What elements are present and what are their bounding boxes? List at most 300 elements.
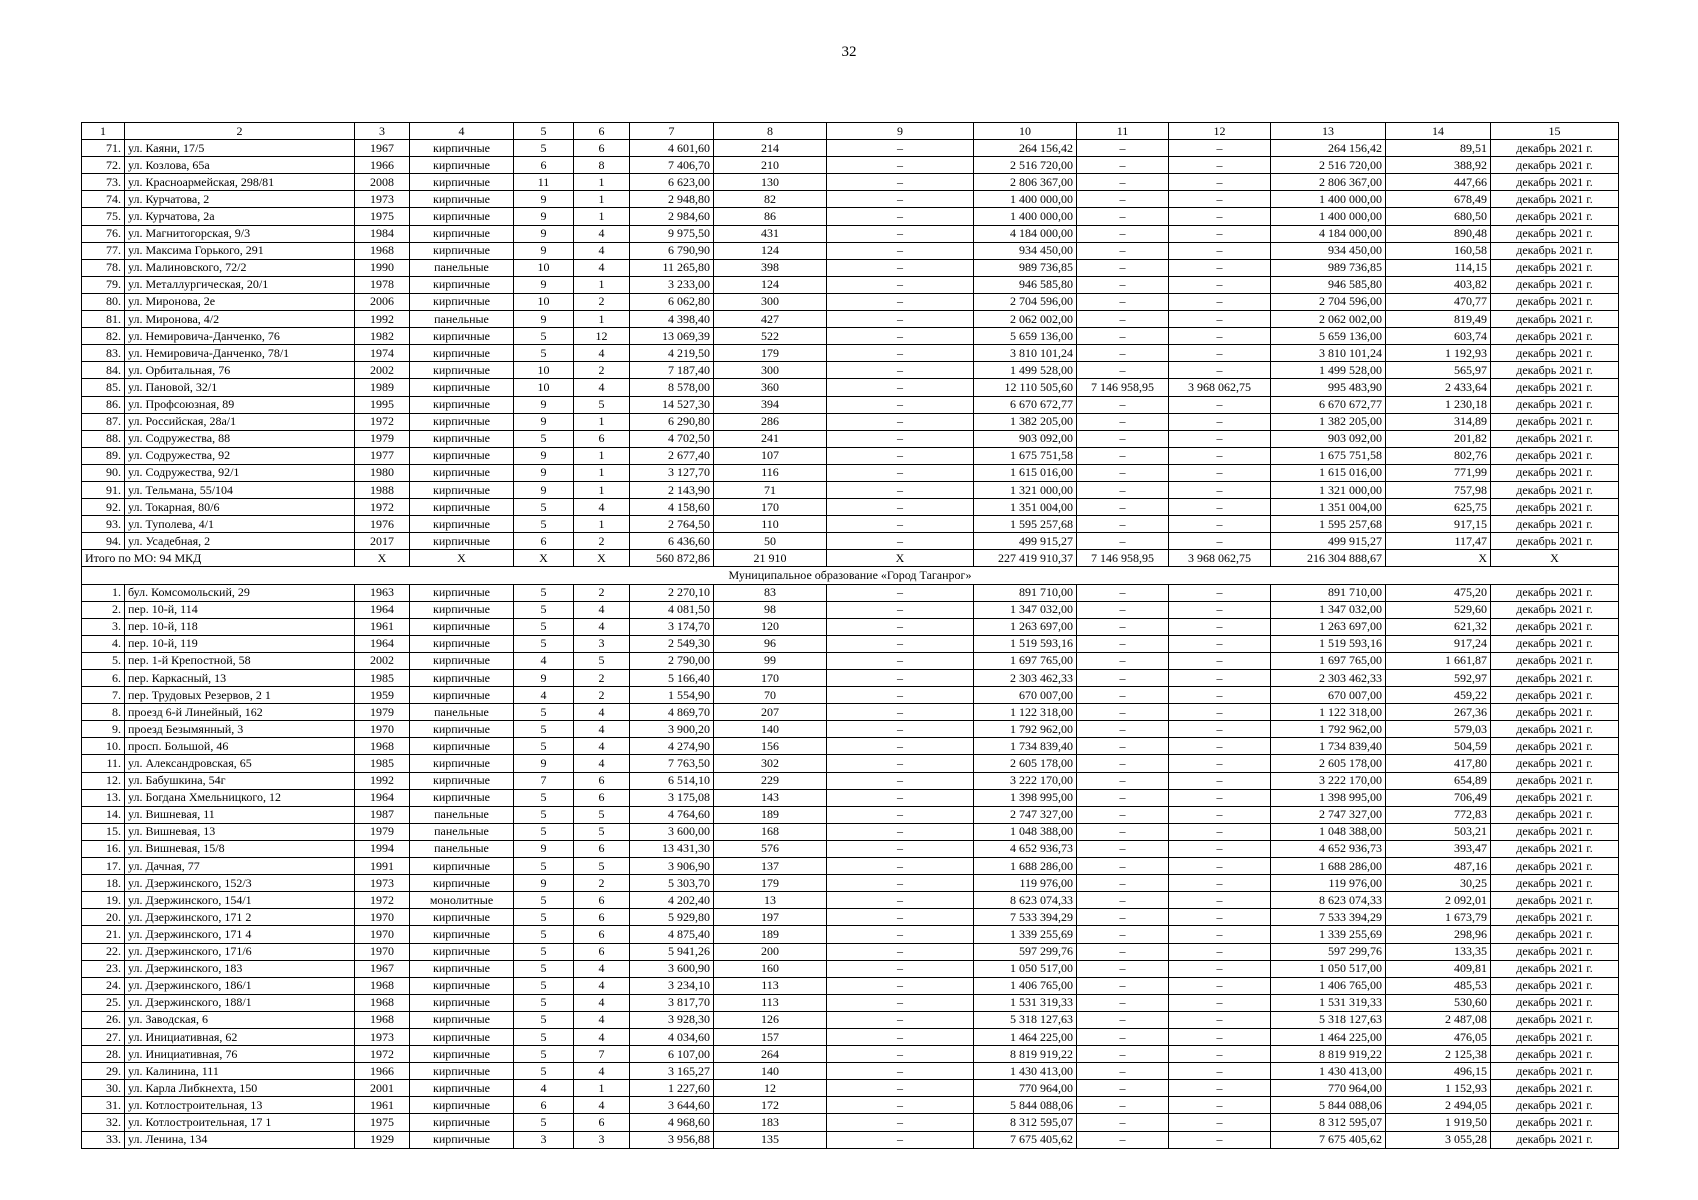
- table-cell: 1 048 388,00: [974, 823, 1077, 840]
- table-cell: кирпичные: [410, 584, 514, 601]
- table-cell: 1 697 765,00: [974, 652, 1077, 669]
- table-cell: 1968: [355, 1011, 410, 1028]
- table-cell: 6 436,60: [630, 533, 714, 550]
- table-cell: 14.: [82, 806, 125, 823]
- table-cell: –: [1169, 977, 1271, 994]
- table-cell: декабрь 2021 г.: [1491, 225, 1619, 242]
- table-cell: 1 519 593,16: [974, 635, 1077, 652]
- table-cell: 4 219,50: [630, 345, 714, 362]
- table-cell: –: [827, 516, 974, 533]
- table-cell: 74.: [82, 191, 125, 208]
- table-cell: –: [1169, 533, 1271, 550]
- table-cell: –: [1169, 704, 1271, 721]
- table-cell: –: [827, 1028, 974, 1045]
- table-cell: 5 941,26: [630, 943, 714, 960]
- column-number-cell: 14: [1386, 123, 1491, 140]
- table-cell: 79.: [82, 276, 125, 293]
- table-cell: –: [1077, 174, 1169, 191]
- table-cell: 78.: [82, 259, 125, 276]
- table-cell: 1: [574, 311, 630, 328]
- table-cell: 917,24: [1386, 635, 1491, 652]
- table-cell: декабрь 2021 г.: [1491, 140, 1619, 157]
- table-cell: 597 299,76: [1271, 943, 1386, 960]
- table-cell: –: [1077, 1063, 1169, 1080]
- table-cell: 110: [714, 516, 827, 533]
- table-cell: декабрь 2021 г.: [1491, 345, 1619, 362]
- table-cell: 1: [574, 174, 630, 191]
- table-cell: 18.: [82, 875, 125, 892]
- table-cell: панельные: [410, 840, 514, 857]
- table-cell: 1 430 413,00: [1271, 1063, 1386, 1080]
- table-cell: кирпичные: [410, 242, 514, 259]
- table-cell: –: [827, 584, 974, 601]
- table-cell: кирпичные: [410, 396, 514, 413]
- table-cell: 71: [714, 481, 827, 498]
- table-cell: 903 092,00: [974, 430, 1077, 447]
- table-cell: 2: [574, 875, 630, 892]
- table-cell: –: [1077, 721, 1169, 738]
- table-cell: 7 406,70: [630, 157, 714, 174]
- table-cell: кирпичные: [410, 977, 514, 994]
- table-cell: –: [1077, 191, 1169, 208]
- table-cell: –: [1169, 191, 1271, 208]
- table-cell: 77.: [82, 242, 125, 259]
- table-cell: декабрь 2021 г.: [1491, 191, 1619, 208]
- table-cell: 5: [514, 430, 574, 447]
- table-cell: 1 531 319,33: [974, 994, 1077, 1011]
- table-cell: 5 929,80: [630, 909, 714, 926]
- table-row: [82, 242, 1619, 259]
- table-cell: 13: [714, 892, 827, 909]
- table-cell: 2 516 720,00: [974, 157, 1077, 174]
- table-cell: 183: [714, 1114, 827, 1131]
- table-cell: 6 790,90: [630, 242, 714, 259]
- column-number-cell: 9: [827, 123, 974, 140]
- table-cell: 5: [514, 1028, 574, 1045]
- table-cell: 819,49: [1386, 311, 1491, 328]
- table-cell: 1992: [355, 772, 410, 789]
- table-cell: 1: [574, 481, 630, 498]
- table-cell: 1 595 257,68: [974, 516, 1077, 533]
- table-cell: кирпичные: [410, 362, 514, 379]
- table-cell: ул. Бабушкина, 54г: [125, 772, 355, 789]
- table-cell: декабрь 2021 г.: [1491, 447, 1619, 464]
- table-row: [82, 772, 1619, 789]
- table-cell: –: [1169, 909, 1271, 926]
- table-cell: ул. Немировича-Данченко, 76: [125, 328, 355, 345]
- table-cell: 2 125,38: [1386, 1046, 1491, 1063]
- table-cell: –: [1077, 738, 1169, 755]
- table-cell: 1 400 000,00: [1271, 208, 1386, 225]
- table-cell: –: [827, 704, 974, 721]
- table-cell: 5 844 088,06: [974, 1097, 1077, 1114]
- column-number-cell: 15: [1491, 123, 1619, 140]
- table-cell: 1979: [355, 823, 410, 840]
- table-row: [82, 191, 1619, 208]
- table-row: [82, 1028, 1619, 1045]
- table-row: [82, 413, 1619, 430]
- table-cell: 140: [714, 721, 827, 738]
- table-cell: –: [1077, 789, 1169, 806]
- table-cell: 989 736,85: [1271, 259, 1386, 276]
- table-cell: ул. Содружества, 92: [125, 447, 355, 464]
- table-cell: декабрь 2021 г.: [1491, 721, 1619, 738]
- table-cell: кирпичные: [410, 1063, 514, 1080]
- table-cell: 1 192,93: [1386, 345, 1491, 362]
- table-cell: 9: [514, 840, 574, 857]
- table-cell: 9: [514, 464, 574, 481]
- table-cell: 1995: [355, 396, 410, 413]
- table-row: [82, 1011, 1619, 1028]
- table-cell: декабрь 2021 г.: [1491, 259, 1619, 276]
- table-cell: 24.: [82, 977, 125, 994]
- table-cell: кирпичные: [410, 1046, 514, 1063]
- table-cell: кирпичные: [410, 858, 514, 875]
- table-cell: 1 499 528,00: [1271, 362, 1386, 379]
- table-cell: 5 303,70: [630, 875, 714, 892]
- table-cell: 2 062 002,00: [1271, 311, 1386, 328]
- table-cell: декабрь 2021 г.: [1491, 533, 1619, 550]
- table-cell: 1979: [355, 430, 410, 447]
- table-cell: кирпичные: [410, 909, 514, 926]
- table-cell: декабрь 2021 г.: [1491, 157, 1619, 174]
- table-cell: 917,15: [1386, 516, 1491, 533]
- table-cell: 4: [574, 242, 630, 259]
- table-cell: –: [1077, 943, 1169, 960]
- table-cell: 92.: [82, 499, 125, 516]
- table-cell: 7 675 405,62: [1271, 1131, 1386, 1148]
- table-cell: 89,51: [1386, 140, 1491, 157]
- table-cell: 156: [714, 738, 827, 755]
- table-cell: 3 906,90: [630, 858, 714, 875]
- table-cell: –: [1077, 635, 1169, 652]
- table-cell: –: [1077, 909, 1169, 926]
- table-cell: декабрь 2021 г.: [1491, 960, 1619, 977]
- table-cell: –: [827, 447, 974, 464]
- table-cell: 90.: [82, 464, 125, 481]
- table-cell: 3 222 170,00: [1271, 772, 1386, 789]
- table-cell: 3 234,10: [630, 977, 714, 994]
- table-cell: 530,60: [1386, 994, 1491, 1011]
- table-cell: 6: [574, 892, 630, 909]
- table-cell: –: [827, 926, 974, 943]
- table-cell: декабрь 2021 г.: [1491, 1046, 1619, 1063]
- table-row: [82, 806, 1619, 823]
- table-cell: 119 976,00: [974, 875, 1077, 892]
- table-cell: 6: [574, 943, 630, 960]
- total-cell: Х: [574, 550, 630, 567]
- table-cell: кирпичные: [410, 345, 514, 362]
- table-cell: 1970: [355, 721, 410, 738]
- table-cell: –: [1169, 276, 1271, 293]
- table-cell: кирпичные: [410, 481, 514, 498]
- table-cell: 1959: [355, 687, 410, 704]
- table-cell: 2 605 178,00: [974, 755, 1077, 772]
- table-cell: –: [1077, 225, 1169, 242]
- table-cell: 4 081,50: [630, 601, 714, 618]
- table-cell: 32.: [82, 1114, 125, 1131]
- table-cell: 5: [574, 823, 630, 840]
- table-cell: 2.: [82, 601, 125, 618]
- table-cell: 1929: [355, 1131, 410, 1148]
- total-label: Итого по МО: 94 МКД: [82, 550, 355, 567]
- table-cell: кирпичные: [410, 413, 514, 430]
- table-cell: 1 615 016,00: [1271, 464, 1386, 481]
- table-cell: 360: [714, 379, 827, 396]
- total-cell: Х: [1491, 550, 1619, 567]
- table-row: [82, 687, 1619, 704]
- table-cell: ул. Вишневая, 11: [125, 806, 355, 823]
- table-cell: 11 265,80: [630, 259, 714, 276]
- table-cell: ул. Российская, 28а/1: [125, 413, 355, 430]
- table-cell: 5: [514, 926, 574, 943]
- table-cell: декабрь 2021 г.: [1491, 174, 1619, 191]
- table-cell: кирпичные: [410, 960, 514, 977]
- table-cell: 80.: [82, 293, 125, 310]
- table-cell: –: [1169, 208, 1271, 225]
- table-cell: 1964: [355, 789, 410, 806]
- table-cell: 485,53: [1386, 977, 1491, 994]
- table-cell: 33.: [82, 1131, 125, 1148]
- table-cell: –: [1077, 687, 1169, 704]
- table-cell: 680,50: [1386, 208, 1491, 225]
- column-number-cell: 3: [355, 123, 410, 140]
- table-cell: –: [1169, 311, 1271, 328]
- table-cell: 1988: [355, 481, 410, 498]
- table-cell: 9.: [82, 721, 125, 738]
- table-cell: –: [1169, 1114, 1271, 1131]
- table-cell: –: [1169, 328, 1271, 345]
- total-cell: Х: [410, 550, 514, 567]
- table-cell: 72.: [82, 157, 125, 174]
- table-cell: ул. Курчатова, 2а: [125, 208, 355, 225]
- table-cell: 4: [574, 618, 630, 635]
- table-cell: –: [827, 977, 974, 994]
- total-cell: 216 304 888,67: [1271, 550, 1386, 567]
- table-row: [82, 345, 1619, 362]
- table-cell: 3.: [82, 618, 125, 635]
- table-cell: 83: [714, 584, 827, 601]
- table-cell: 75.: [82, 208, 125, 225]
- table-cell: декабрь 2021 г.: [1491, 362, 1619, 379]
- table-cell: 9: [514, 276, 574, 293]
- table-cell: декабрь 2021 г.: [1491, 584, 1619, 601]
- table-cell: 9 975,50: [630, 225, 714, 242]
- table-cell: ул. Малиновского, 72/2: [125, 259, 355, 276]
- table-cell: 1989: [355, 379, 410, 396]
- table-cell: 1975: [355, 1114, 410, 1131]
- table-cell: 5: [514, 1011, 574, 1028]
- total-cell: 21 910: [714, 550, 827, 567]
- table-cell: декабрь 2021 г.: [1491, 789, 1619, 806]
- table-cell: 1970: [355, 926, 410, 943]
- table-cell: 1963: [355, 584, 410, 601]
- table-cell: 71.: [82, 140, 125, 157]
- table-cell: –: [1169, 772, 1271, 789]
- table-cell: 1 152,93: [1386, 1080, 1491, 1097]
- table-cell: –: [1169, 789, 1271, 806]
- table-cell: декабрь 2021 г.: [1491, 328, 1619, 345]
- table-cell: 1967: [355, 140, 410, 157]
- table-cell: –: [1077, 584, 1169, 601]
- table-cell: 4: [574, 601, 630, 618]
- table-cell: 3 644,60: [630, 1097, 714, 1114]
- table-cell: –: [1077, 345, 1169, 362]
- table-cell: 1994: [355, 840, 410, 857]
- table-cell: 2 270,10: [630, 584, 714, 601]
- table-cell: 3: [574, 1131, 630, 1148]
- table-cell: 5: [514, 806, 574, 823]
- table-cell: 625,75: [1386, 499, 1491, 516]
- table-cell: 1966: [355, 157, 410, 174]
- table-cell: пер. 10-й, 114: [125, 601, 355, 618]
- table-cell: 116: [714, 464, 827, 481]
- table-cell: 4 601,60: [630, 140, 714, 157]
- table-cell: –: [1077, 481, 1169, 498]
- table-cell: 133,35: [1386, 943, 1491, 960]
- table-cell: 4: [514, 1080, 574, 1097]
- table-cell: 1 919,50: [1386, 1114, 1491, 1131]
- table-cell: 23.: [82, 960, 125, 977]
- table-cell: 475,20: [1386, 584, 1491, 601]
- table-cell: 8 623 074,33: [1271, 892, 1386, 909]
- table-cell: 1972: [355, 892, 410, 909]
- table-cell: –: [1077, 858, 1169, 875]
- table-cell: 4: [574, 704, 630, 721]
- table-cell: 10.: [82, 738, 125, 755]
- table-cell: 6 670 672,77: [974, 396, 1077, 413]
- table-cell: –: [1077, 704, 1169, 721]
- table-cell: 4: [574, 1011, 630, 1028]
- table-cell: 1: [574, 208, 630, 225]
- table-cell: 9: [514, 311, 574, 328]
- table-cell: 447,66: [1386, 174, 1491, 191]
- table-cell: декабрь 2021 г.: [1491, 1028, 1619, 1045]
- table-cell: –: [1169, 738, 1271, 755]
- table-cell: 706,49: [1386, 789, 1491, 806]
- table-cell: –: [1169, 721, 1271, 738]
- table-cell: –: [827, 1080, 974, 1097]
- table-cell: 1973: [355, 875, 410, 892]
- table-cell: 476,05: [1386, 1028, 1491, 1045]
- table-cell: 398: [714, 259, 827, 276]
- table-cell: 5 659 136,00: [1271, 328, 1386, 345]
- table-cell: 201,82: [1386, 430, 1491, 447]
- table-cell: декабрь 2021 г.: [1491, 464, 1619, 481]
- table-cell: 7: [574, 1046, 630, 1063]
- table-cell: 3: [514, 1131, 574, 1148]
- column-number-cell: 6: [574, 123, 630, 140]
- table-cell: 113: [714, 977, 827, 994]
- table-cell: декабрь 2021 г.: [1491, 601, 1619, 618]
- table-cell: 2: [574, 533, 630, 550]
- table-cell: ул. Богдана Хмельницкого, 12: [125, 789, 355, 806]
- table-cell: ул. Профсоюзная, 89: [125, 396, 355, 413]
- table-cell: ул. Вишневая, 13: [125, 823, 355, 840]
- table-cell: –: [827, 174, 974, 191]
- table-cell: 8 578,00: [630, 379, 714, 396]
- table-cell: 5 318 127,63: [1271, 1011, 1386, 1028]
- table-cell: декабрь 2021 г.: [1491, 635, 1619, 652]
- table-cell: 1968: [355, 242, 410, 259]
- table-cell: 9: [514, 670, 574, 687]
- table-cell: ул. Дзержинского, 171/6: [125, 943, 355, 960]
- table-cell: 130: [714, 174, 827, 191]
- table-cell: 5: [514, 858, 574, 875]
- table-cell: декабрь 2021 г.: [1491, 1063, 1619, 1080]
- table-cell: кирпичные: [410, 174, 514, 191]
- total-cell: 3 968 062,75: [1169, 550, 1271, 567]
- table-cell: 5: [514, 499, 574, 516]
- table-cell: 6.: [82, 670, 125, 687]
- table-cell: 499 915,27: [974, 533, 1077, 550]
- total-row: [82, 550, 1619, 567]
- total-cell: Х: [827, 550, 974, 567]
- table-cell: 179: [714, 875, 827, 892]
- table-cell: 19.: [82, 892, 125, 909]
- table-cell: –: [1169, 584, 1271, 601]
- table-cell: 802,76: [1386, 447, 1491, 464]
- table-cell: 9: [514, 396, 574, 413]
- table-cell: декабрь 2021 г.: [1491, 242, 1619, 259]
- table-cell: 417,80: [1386, 755, 1491, 772]
- table-cell: декабрь 2021 г.: [1491, 994, 1619, 1011]
- table-cell: 3 174,70: [630, 618, 714, 635]
- table-cell: 4 398,40: [630, 311, 714, 328]
- table-cell: –: [1169, 1046, 1271, 1063]
- table-cell: 5: [514, 1063, 574, 1080]
- table-cell: –: [1169, 516, 1271, 533]
- table-cell: –: [1077, 413, 1169, 430]
- table-cell: ул. Металлургическая, 20/1: [125, 276, 355, 293]
- table-cell: кирпичные: [410, 926, 514, 943]
- table-cell: 5: [514, 977, 574, 994]
- table-cell: –: [827, 943, 974, 960]
- table-cell: –: [827, 533, 974, 550]
- table-cell: 7 533 394,29: [1271, 909, 1386, 926]
- table-cell: –: [827, 618, 974, 635]
- table-cell: 1 615 016,00: [974, 464, 1077, 481]
- column-number-cell: 5: [514, 123, 574, 140]
- table-cell: 1 351 004,00: [1271, 499, 1386, 516]
- table-cell: 9: [514, 225, 574, 242]
- table-cell: декабрь 2021 г.: [1491, 704, 1619, 721]
- table-cell: панельные: [410, 704, 514, 721]
- table-cell: кирпичные: [410, 738, 514, 755]
- table-cell: 5: [514, 892, 574, 909]
- table-cell: –: [1077, 140, 1169, 157]
- column-number-row: [82, 123, 1619, 140]
- table-cell: –: [827, 293, 974, 310]
- table-cell: ул. Миронова, 4/2: [125, 311, 355, 328]
- table-cell: –: [1077, 652, 1169, 669]
- table-cell: –: [1169, 670, 1271, 687]
- table-cell: –: [1077, 601, 1169, 618]
- table-cell: 91.: [82, 481, 125, 498]
- table-cell: ул. Орбитальная, 76: [125, 362, 355, 379]
- table-cell: 2 092,01: [1386, 892, 1491, 909]
- table-cell: 7: [514, 772, 574, 789]
- table-cell: 99: [714, 652, 827, 669]
- table-cell: 1 792 962,00: [974, 721, 1077, 738]
- table-cell: 117,47: [1386, 533, 1491, 550]
- table-cell: 314,89: [1386, 413, 1491, 430]
- table-cell: декабрь 2021 г.: [1491, 516, 1619, 533]
- table-cell: 7.: [82, 687, 125, 704]
- total-cell: 560 872,86: [630, 550, 714, 567]
- table-row: [82, 738, 1619, 755]
- table-cell: кирпичные: [410, 447, 514, 464]
